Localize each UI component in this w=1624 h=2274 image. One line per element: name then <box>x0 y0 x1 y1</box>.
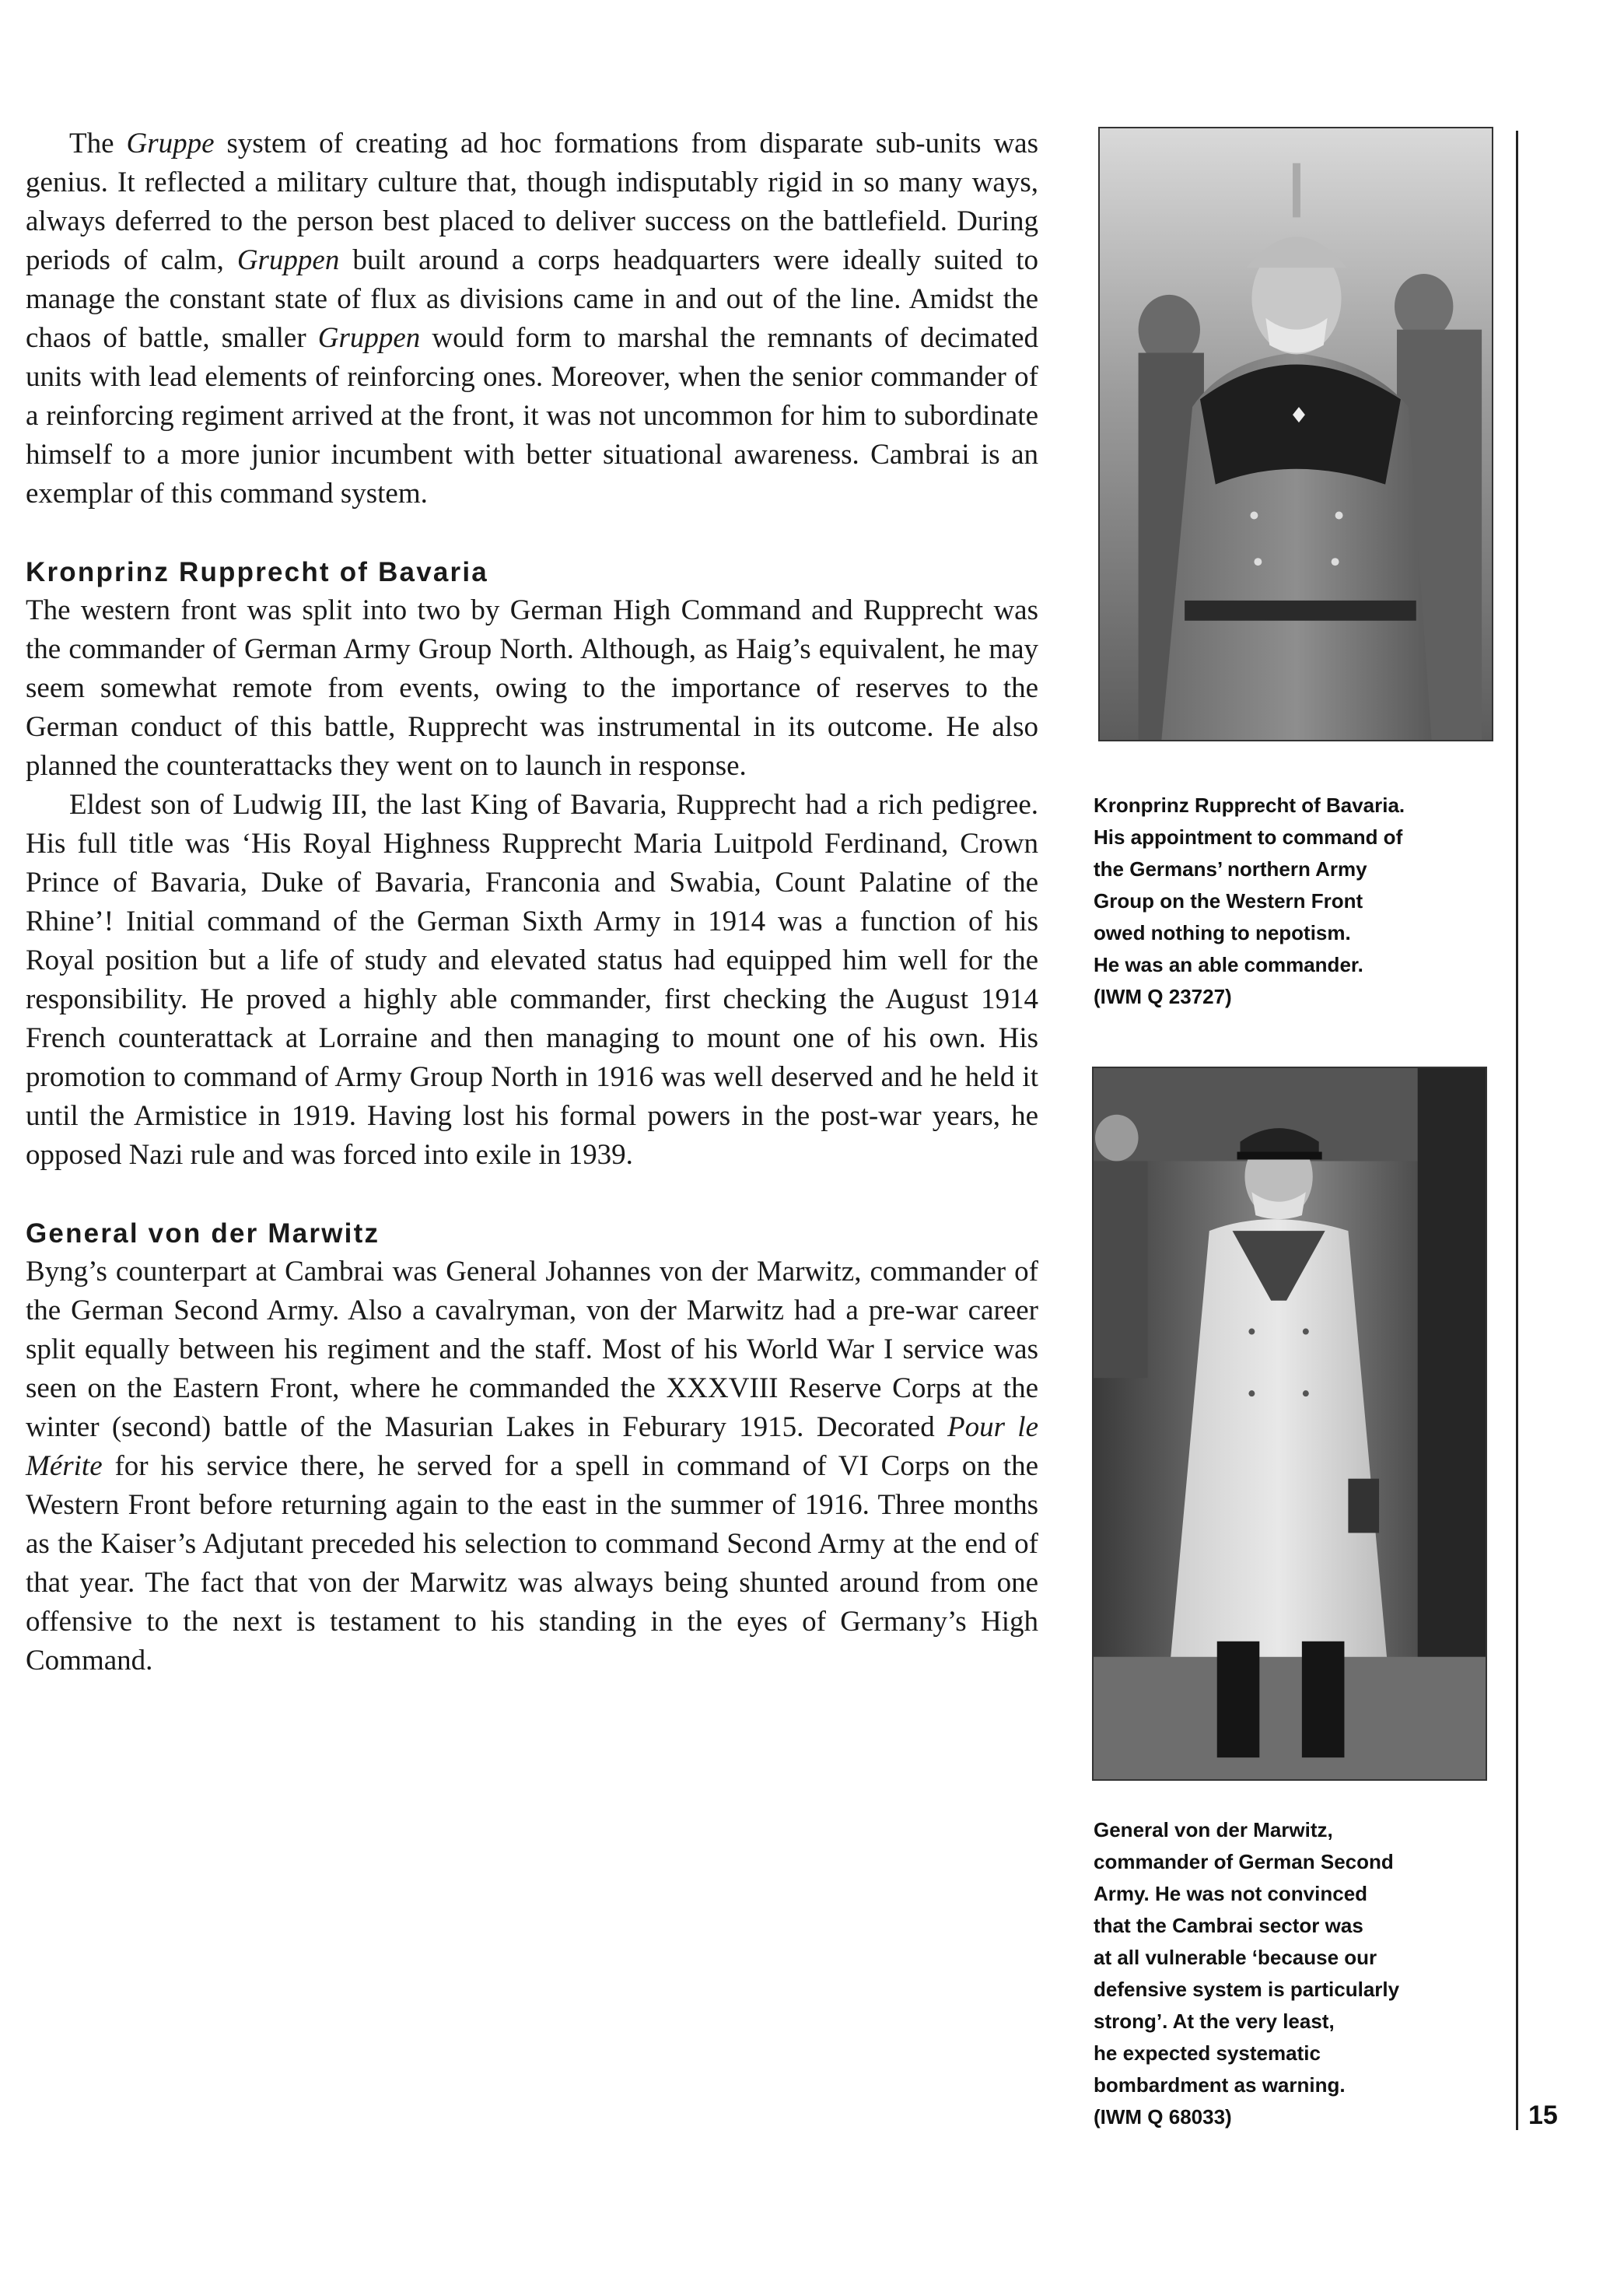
caption-marwitz-line: defensive system is particularly <box>1094 1978 1400 2001</box>
text-run: system of creating ad hoc formations from disparate sub-units was genius. It reflected a military culture that, though indisputably rigid in so many ways, always deferred to the person best placed to deliver success on the battlefield. During periods of calm, <box>26 128 1038 276</box>
caption-marwitz-line: bombardment as warning. <box>1094 2073 1346 2097</box>
photo-rupprecht <box>1098 127 1493 741</box>
caption-marwitz-line: commander of German Second <box>1094 1850 1394 1873</box>
section-heading-marwitz: General von der Marwitz <box>26 1218 380 1249</box>
caption-marwitz-line: Army. He was not convinced <box>1094 1882 1368 1905</box>
italic-term: Gruppen <box>317 322 421 354</box>
text-run: would form to marshal the remnants of decimated units with lead elements of reinforcing ones. Moreover, when the senior commander of a reinforcing regiment arrived at the front, it was not uncommon for him to subordinate himself to a more junior incumbent with better situational awareness. Cambrai is an exemplar of this command system. <box>26 322 1038 510</box>
section-heading-rupprecht: Kronprinz Rupprecht of Bavaria <box>26 557 488 587</box>
caption-rupprecht-line: the Germans’ northern Army <box>1094 857 1367 881</box>
caption-marwitz-line: at all vulnerable ‘because our <box>1094 1946 1377 1969</box>
caption-marwitz-line: he expected systematic <box>1094 2041 1321 2065</box>
caption-marwitz-line: (IWM Q 68033) <box>1094 2105 1232 2129</box>
italic-term: Pour le Mérite <box>26 1411 1039 1482</box>
margin-rule <box>1516 131 1518 2130</box>
text-run: Byng’s counterpart at Cambrai was General Johannes von der Marwitz, commander of the German Second Army. Also a cavalryman, von der Marwitz had a pre-war career split equally between his regiment and the staff. Most of his World War I service was seen on the Eastern Front, where he commanded the XXXVIII Reserve Corps at the winter (second) battle of the Masurian Lakes in Feburary 1915. Decorated <box>26 1256 1038 1443</box>
intro-paragraph <box>26 124 1038 513</box>
caption-rupprecht <box>1094 790 1405 1013</box>
caption-rupprecht-line: (IWM Q 23727) <box>1094 985 1232 1008</box>
caption-marwitz-line: strong’. At the very least, <box>1094 2009 1335 2033</box>
text-run: for his service there, he served for a spell in command of VI Corps on the Western Front before returning again to the east in the summer of 1916. Three months as the Kaiser’s Adjutant preceded his selection to command Second Army at the end of that year. The fact that von der Marwitz was always being shunted around from one offensive to the next is testament to his standing in the eyes of Germany’s High Command. <box>26 1450 1038 1677</box>
caption-rupprecht-line: Group on the Western Front <box>1094 889 1363 913</box>
caption-marwitz-line: General von der Marwitz, <box>1094 1818 1333 1841</box>
caption-marwitz-line: that the Cambrai sector was <box>1094 1914 1363 1937</box>
caption-marwitz <box>1094 1814 1399 2133</box>
marwitz-paragraph <box>26 1253 1038 1680</box>
photo-marwitz-image <box>1094 1068 1486 1779</box>
italic-term: Gruppe <box>126 128 215 159</box>
caption-rupprecht-line: He was an able commander. <box>1094 953 1363 976</box>
photo-rupprecht-image <box>1100 128 1492 740</box>
italic-term: Gruppen <box>236 244 340 276</box>
caption-rupprecht-line: His appointment to command of <box>1094 825 1403 849</box>
rupprecht-paragraph-2: Eldest son of Ludwig III, the last King of Bavaria, Rupprecht had a rich pedigree. His full title was ‘His Royal Highness Rupprecht Maria Luitpold Ferdinand, Crown Prince of Bavaria, Duke of Bavaria, Franconia and Swabia, Count Palatine of the Rhine’! Initial command of the German Sixth Army in 1914 was a function of his Royal position but a life of study and elevated status had equipped him well for the responsibility. He proved a highly able commander, first checking the August 1914 French counterattack at Lorraine and then managing to mount one of his own. His promotion to command of Army Group North in 1916 was well deserved and he held it until the Armistice in 1919. Having lost his formal powers in the post-war years, he opposed Nazi rule and was forced into exile in 1939. <box>26 789 1038 1171</box>
text-run: The <box>69 128 127 159</box>
text-run: built around a corps headquarters were ideally suited to manage the constant state of flux as divisions came in and out of the line. Amidst the chaos of battle, smaller <box>26 244 1038 354</box>
caption-rupprecht-line: Kronprinz Rupprecht of Bavaria. <box>1094 794 1405 817</box>
caption-rupprecht-line: owed nothing to nepotism. <box>1094 921 1351 944</box>
rupprecht-paragraph-1: The western front was split into two by German High Command and Rupprecht was the commander of German Army Group North. Although, as Haig’s equivalent, he may seem somewhat remote from events, owing to the importance of reserves to the German conduct of this battle, Rupprecht was instrumental in its outcome. He also planned the counterattacks they went on to launch in response. <box>26 594 1038 782</box>
page-number: 15 <box>1528 2101 1558 2130</box>
main-text-column <box>26 124 1038 1680</box>
photo-marwitz <box>1092 1067 1487 1781</box>
